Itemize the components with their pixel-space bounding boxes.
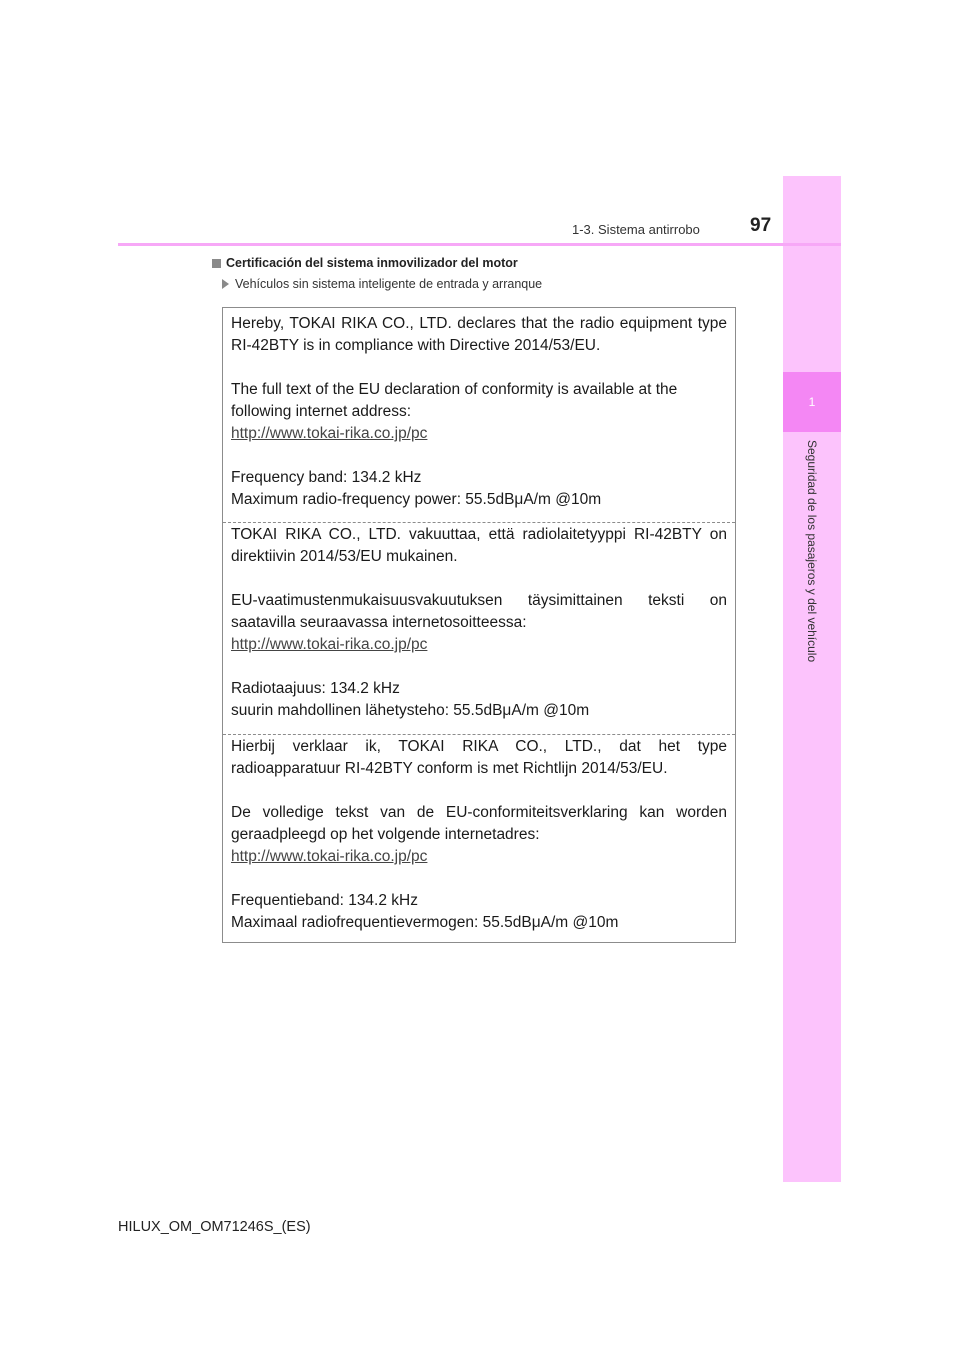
- section-title: 1-3. Sistema antirrobo: [572, 222, 700, 237]
- declaration-line: Frequency band: 134.2 kHz: [231, 469, 422, 486]
- square-bullet-icon: [212, 259, 221, 268]
- declaration-url-link[interactable]: http://www.tokai-rika.co.jp/pc: [231, 425, 428, 442]
- declaration-line: geraadpleegd op het volgende internetadres:: [231, 826, 540, 843]
- chapter-number: 1: [808, 395, 816, 409]
- declaration-dutch: [223, 736, 735, 934]
- declaration-line: Maximaal radiofrequentievermogen: 55.5dBμA/m @10m: [231, 914, 619, 931]
- declaration-english: [223, 313, 735, 511]
- declaration-line: radioapparatuur RI-42BTY conform is met Richtlijn 2014/53/EU.: [231, 760, 668, 777]
- declaration-line: Hereby, TOKAI RIKA CO., LTD. declares that the radio equipment type: [231, 315, 727, 332]
- chapter-title: Seguridad de los pasajeros y del vehículo: [805, 440, 819, 663]
- declaration-line: Radiotaajuus: 134.2 kHz: [231, 680, 400, 697]
- page-number: 97: [750, 215, 772, 236]
- triangle-bullet-icon: [222, 279, 229, 289]
- declaration-line: Frequentieband: 134.2 kHz: [231, 892, 418, 909]
- declaration-line: Hierbij verklaar ik, TOKAI RIKA CO., LTD., dat het type: [231, 738, 727, 755]
- footer-document-code: HILUX_OM_OM71246S_(ES): [118, 1219, 311, 1235]
- declaration-line: direktiivin 2014/53/EU mukainen.: [231, 548, 458, 565]
- dashed-separator: [223, 522, 735, 523]
- declaration-line: saatavilla seuraavassa internetosoitteessa:: [231, 614, 527, 631]
- declaration-line: EU-vaatimustenmukaisuusvakuutuksen täysimittainen teksti on: [231, 592, 727, 609]
- declaration-line: RI-42BTY is in compliance with Directive 2014/53/EU.: [231, 337, 601, 354]
- declaration-box: [222, 307, 736, 943]
- subheading-text: Vehículos sin sistema inteligente de entrada y arranque: [235, 277, 543, 291]
- side-tab: [783, 176, 841, 1182]
- section-heading: [212, 256, 518, 270]
- declaration-line: The full text of the EU declaration of conformity is available at the: [231, 381, 678, 398]
- declaration-line: suurin mahdollinen lähetysteho: 55.5dBμA/m @10m: [231, 702, 590, 719]
- dashed-separator: [223, 734, 735, 735]
- header-rule: [118, 243, 841, 246]
- declaration-finnish: [223, 524, 735, 722]
- declaration-url-link[interactable]: http://www.tokai-rika.co.jp/pc: [231, 636, 428, 653]
- declaration-line: Maximum radio-frequency power: 55.5dBμA/m @10m: [231, 491, 602, 508]
- declaration-line: TOKAI RIKA CO., LTD. vakuuttaa, että radiolaitetyyppi RI-42BTY on: [231, 526, 727, 543]
- declaration-line: following internet address:: [231, 403, 412, 420]
- declaration-url-link[interactable]: http://www.tokai-rika.co.jp/pc: [231, 848, 428, 865]
- chapter-block: [783, 372, 841, 432]
- declaration-line: De volledige tekst van de EU-conformiteitsverklaring kan worden: [231, 804, 727, 821]
- heading-text: Certificación del sistema inmovilizador del motor: [226, 256, 518, 270]
- subheading: [222, 277, 542, 291]
